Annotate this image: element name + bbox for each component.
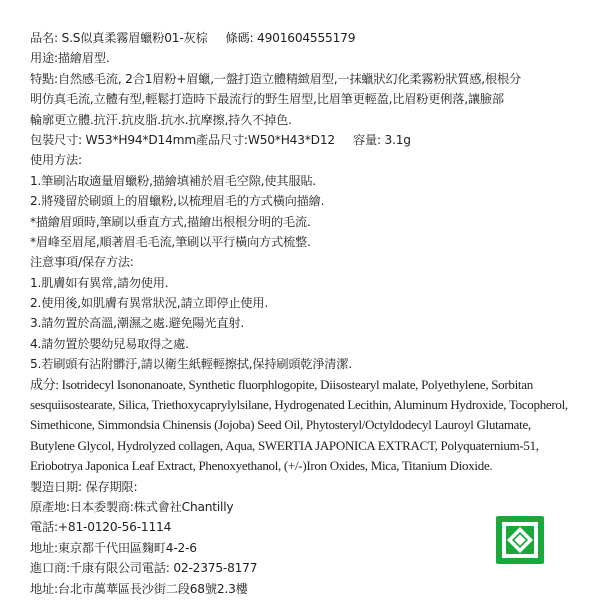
- caution-item-1: 1.肌膚如有異常,請勿使用.: [30, 275, 169, 290]
- product-name-line: [30, 28, 582, 48]
- barcode-text: 條碼: 4901604555179: [225, 31, 356, 45]
- ingredients-line-1: 成分: Isotridecyl Isononanoate, Synthetic fluorphlogopite, Diisostearyl malate, Polyethylene, Sorbitan: [30, 376, 533, 392]
- address-line: 地址:東京都千代田區麴町4-2-6: [30, 540, 197, 555]
- recycling-mark-icon: [494, 514, 546, 566]
- usage-tip-2: *眉峰至眉尾,順著眉毛毛流,筆刷以平行橫向方式梳整.: [30, 234, 311, 249]
- caution-item-4: 4.請勿置於嬰幼兒易取得之處.: [30, 336, 189, 351]
- ingredients-line-5: Eriobotrya Japonica Leaf Extract, Phenoxyethanol, (+/-)Iron Oxides, Mica, Titanium Dioxide.: [30, 458, 493, 474]
- usage-heading: 使用方法:: [30, 153, 82, 168]
- dates-line: 製造日期: 保存期限:: [30, 479, 138, 494]
- usage-tip-1: *描繪眉頭時,筆刷以垂直方式,描繪出根根分明的毛流.: [30, 214, 311, 229]
- usage-step-2: 2.將殘留於刷頭上的眉蠟粉,以梳理眉毛的方式橫向描繪.: [30, 194, 325, 209]
- usage-line: 用途:描繪眉型.: [30, 51, 110, 66]
- ingredients-line-4: Butylene Glycol, Hydrolyzed collagen, Aqua, SWERTIA JAPONICA EXTRACT, Polyquaternium-51,: [30, 437, 539, 453]
- caution-item-3: 3.請勿置於高溫,潮濕之處.避免陽光直射.: [30, 316, 245, 331]
- dimensions-text: 包裝尺寸: W53*H94*D14mm產品尺寸:W50*H43*D12: [30, 132, 335, 147]
- caution-item-5: 5.若刷頭有沾附髒汙,請以衛生紙輕輕擦拭,保持刷頭乾淨清潔.: [30, 357, 352, 372]
- usage-step-1: 1.筆刷沾取適量眉蠟粉,描繪填補於眉毛空隙,使其服貼.: [30, 173, 316, 188]
- importer-line: 進口商:千康有限公司電話: 02-2375-8177: [30, 561, 258, 576]
- importer-address-line: 地址:台北市萬華區長沙街二段68號2.3樓: [30, 581, 248, 596]
- phone-line: 電話:+81-0120-56-1114: [30, 520, 172, 535]
- caution-heading: 注意事項/保存方法:: [30, 255, 134, 270]
- features-line-2: 明仿真毛流,立體有型,輕鬆打造時下最流行的野生眉型,比眉筆更輕盈,比眉粉更俐落,讓臉部: [30, 92, 504, 107]
- origin-line: 原產地:日本委製商:株式會社Chantilly: [30, 499, 234, 514]
- product-name: 品名: S.S似真柔霧眉蠟粉01-灰棕: [30, 31, 208, 45]
- features-line-3: 輪廓更立體.抗汗.抗皮脂.抗水.抗摩擦,持久不掉色.: [30, 112, 292, 127]
- dimensions-line: [30, 130, 582, 150]
- ingredients-line-2: sesquiisostearate, Silica, Triethoxycaprylylsilane, Hydrogenated Lecithin, Aluminum Hydroxide, Tocopherol,: [30, 397, 568, 413]
- caution-item-2: 2.使用後,如肌膚有異常狀況,請立即停止使用.: [30, 296, 269, 311]
- features-line-1: 特點:自然感毛流, 2合1眉粉+眉蠟,一盤打造立體精緻眉型,一抹蠟狀幻化柔霧粉狀質感,根根分: [30, 71, 521, 86]
- capacity-text: 容量: 3.1g: [352, 132, 411, 147]
- ingredients-line-3: Simethicone, Simmondsia Chinensis (Jojoba) Seed Oil, Phytosteryl/Octyldodecyl Lauroyl Glutamate,: [30, 417, 531, 433]
